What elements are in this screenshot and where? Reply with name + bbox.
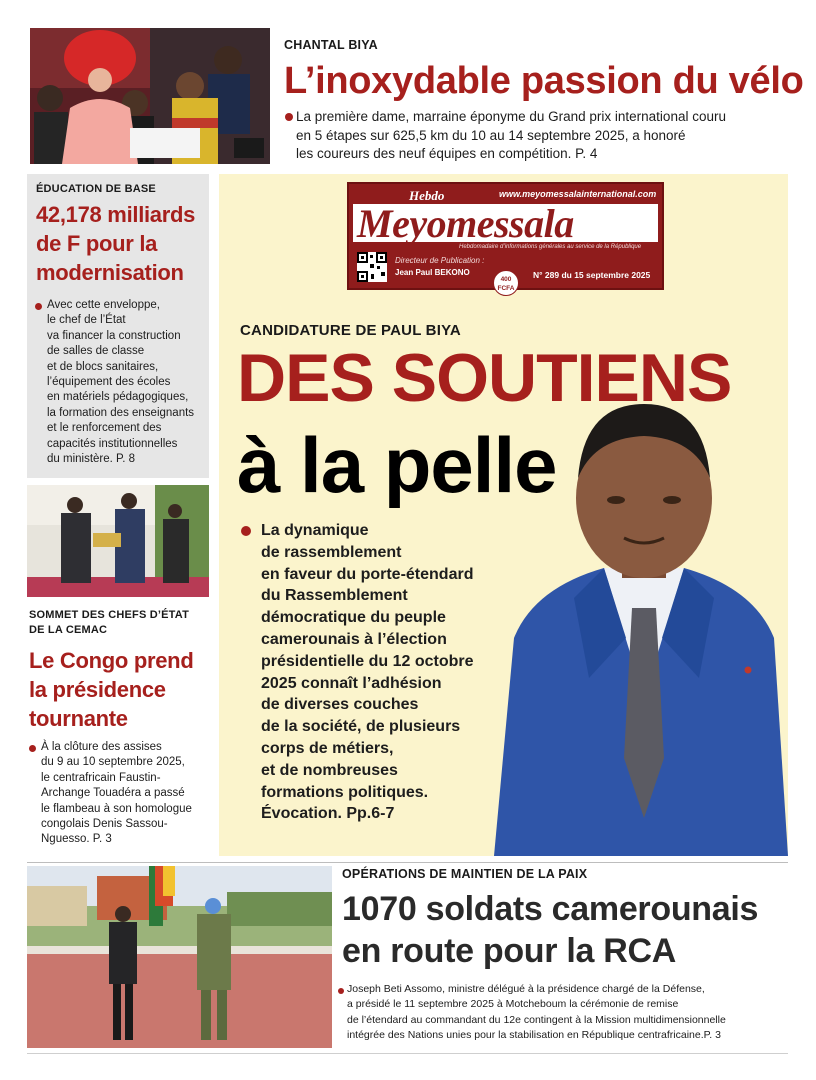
summary-line: le centrafricain Faustin- — [41, 771, 161, 784]
summary-line: la formation des enseignants — [47, 406, 195, 419]
summary-line: présidentielle du 12 octobre — [261, 652, 474, 670]
kicker-line: SOMMET DES CHEFS D’ÉTAT — [29, 609, 190, 621]
headline-line: de F pour la — [36, 231, 158, 256]
masthead-tagline: Hebdomadaire d’informations générales au service de la République — [459, 244, 642, 250]
education-summary — [47, 298, 194, 467]
page-bottom-rule — [27, 1053, 788, 1054]
masthead-director-name: Jean Paul BEKONO — [395, 268, 470, 277]
price-badge — [493, 270, 519, 296]
cemac-kicker — [29, 608, 189, 638]
summary-line: À la clôture des assises — [41, 741, 162, 753]
education-headline — [36, 200, 195, 287]
summary-line: l’équipement des écoles — [47, 376, 171, 389]
headline-line: la présidence — [29, 677, 166, 702]
summary-line: La première dame, marraine éponyme du Grand prix international couru — [296, 109, 726, 124]
bullet-icon — [241, 526, 251, 536]
bullet-icon — [285, 113, 293, 121]
summary-line: 2025 connaît l’adhésion — [261, 674, 442, 692]
summary-line: Archange Touadéra a passé — [41, 787, 185, 800]
summary-line: du 9 au 10 septembre 2025, — [41, 756, 185, 769]
qr-code-icon — [357, 252, 387, 282]
bullet-icon — [29, 745, 36, 752]
summary-line: Joseph Beti Assomo, ministre délégué à la présidence chargé de la Défense, — [347, 983, 705, 995]
peacekeeping-photo — [27, 866, 332, 1048]
summary-line: Avec cette enveloppe, — [47, 299, 160, 311]
summary-line: en matériels pédagogiques, — [47, 391, 189, 404]
summary-line: capacités institutionnelles — [47, 437, 178, 450]
main-story-summary — [261, 520, 474, 825]
summary-line: de diverses couches — [261, 696, 419, 714]
summary-line: le flambeau à son homologue — [41, 802, 192, 815]
summary-line: congolais Denis Sassou- — [41, 818, 168, 831]
headline-line: modernisation — [36, 260, 184, 285]
summary-line: Nguesso. P. 3 — [41, 833, 112, 846]
summary-line: en 5 étapes sur 625,5 km du 10 au 14 septembre 2025, a honoré — [296, 127, 686, 143]
peacekeeping-summary — [347, 982, 726, 1043]
headline-line: en route pour la RCA — [342, 932, 677, 970]
top-story-kicker: CHANTAL BIYA — [284, 38, 378, 52]
summary-line: en faveur du porte-étendard — [261, 565, 474, 583]
bullet-icon — [338, 988, 344, 994]
summary-line: et le renforcement des — [47, 422, 162, 435]
headline-line: Le Congo prend — [29, 648, 194, 673]
masthead-url: www.meyomessalainternational.com — [499, 189, 657, 199]
summary-line: va financer la construction — [47, 329, 181, 342]
main-headline-line1: DES SOUTIENS — [237, 340, 732, 416]
summary-line: Évocation. Pp.6-7 — [261, 805, 395, 823]
headline-line: 1070 soldats camerounais — [342, 890, 759, 928]
peacekeeping-headline — [342, 888, 758, 972]
peacekeeping-kicker: OPÉRATIONS DE MAINTIEN DE LA PAIX — [342, 867, 588, 881]
main-headline-line2: à la pelle — [237, 421, 557, 509]
summary-line: le chef de l’État — [47, 314, 126, 327]
summary-line: intégrée des Nations unies pour la stabilisation en République centrafricaine.P. 3 — [347, 1028, 721, 1041]
summary-line: corps de métiers, — [261, 739, 394, 757]
cemac-headline — [29, 646, 193, 733]
headline-line: 42,178 milliards — [36, 202, 196, 227]
price-amount: 400 — [500, 276, 512, 283]
masthead-logo: Meyomessala — [357, 201, 574, 246]
price-currency: FCFA — [497, 285, 515, 292]
summary-line: et de blocs sanitaires, — [47, 360, 159, 373]
masthead-director-label: Directeur de Publication : — [395, 256, 485, 265]
summary-line: et de nombreuses — [261, 761, 398, 779]
main-story-kicker: CANDIDATURE DE PAUL BIYA — [240, 322, 461, 339]
chantal-biya-photo — [30, 28, 270, 164]
bullet-icon — [35, 303, 42, 310]
cemac-summary — [41, 740, 192, 848]
summary-line: de salles de classe — [47, 345, 145, 358]
top-story-summary — [296, 108, 726, 164]
summary-line: de l’étendard au commandant du 12e contingent à la Mission multidimensionnelle — [347, 1013, 726, 1026]
headline-line: tournante — [29, 706, 128, 731]
summary-line: du ministère. P. 8 — [47, 453, 136, 466]
summary-line: formations politiques. — [261, 783, 429, 801]
summary-line: du Rassemblement — [261, 587, 408, 605]
education-kicker: ÉDUCATION DE BASE — [36, 183, 156, 195]
section-divider — [27, 862, 788, 863]
summary-line: démocratique du peuple — [261, 609, 446, 627]
summary-line: a présidé le 11 septembre 2025 à Motcheboum la cérémonie de remise — [347, 998, 679, 1011]
summary-line: La dynamique — [261, 522, 369, 539]
top-story-headline: L’inoxydable passion du vélo — [284, 60, 804, 102]
masthead — [347, 182, 664, 290]
masthead-issue: N° 289 du 15 septembre 2025 — [533, 270, 651, 280]
kicker-line: DE LA CEMAC — [29, 624, 108, 636]
summary-line: de rassemblement — [261, 543, 402, 561]
summary-line: de la société, de plusieurs — [261, 718, 461, 736]
masthead-hebdo: Hebdo — [409, 188, 445, 203]
summary-line: camerounais à l’élection — [261, 630, 447, 648]
cemac-summit-photo — [27, 485, 209, 597]
summary-line: les coureurs des neuf équipes en compétition. P. 4 — [296, 146, 598, 161]
